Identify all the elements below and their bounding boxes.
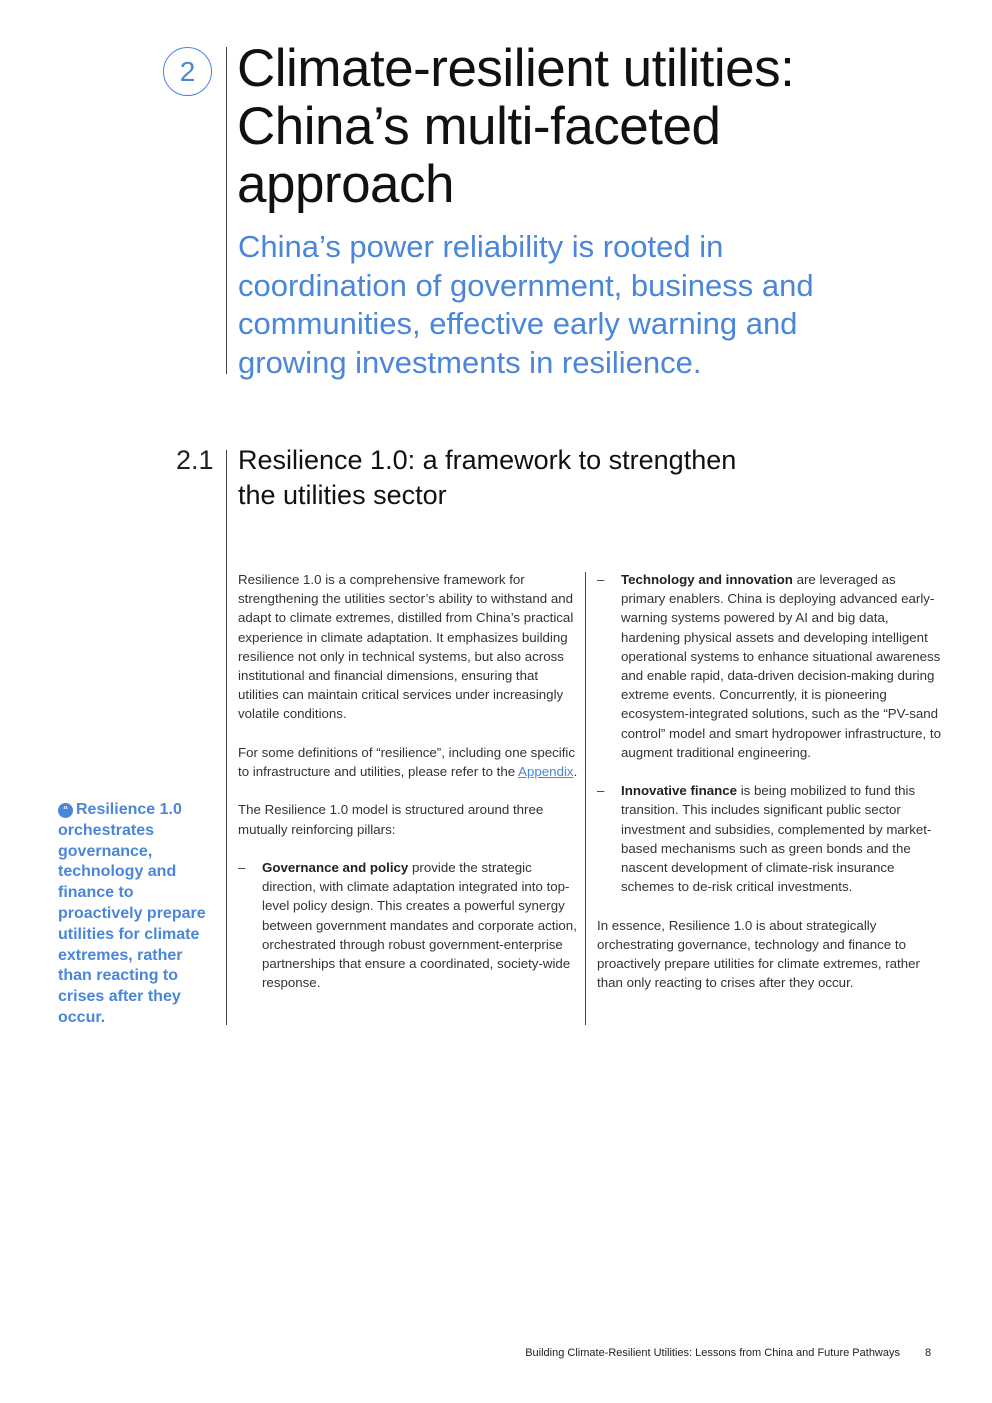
section-title: Resilience 1.0: a framework to strengthen the utilities sector — [238, 445, 737, 510]
pull-quote-text: Resilience 1.0 orchestrates governance, technology and finance to proactively prepare utilities for climate extremes, rather than reacting to crises after they occur. — [58, 801, 206, 1026]
chapter-divider-line — [226, 47, 227, 374]
body-column-left — [238, 570, 578, 1012]
page-number: 8 — [925, 1347, 932, 1359]
conclusion-paragraph: In essence, Resilience 1.0 is about strategically orchestrating governance, technology and finance to proactively prepare utilities for climate extremes, rather than only reacting to crises after they occur. — [597, 917, 920, 991]
definitions-text: For some definitions of “resilience”, including one specific to infrastructure and utilities, please refer to the — [238, 744, 576, 780]
pillar-text: is being mobilized to fund this transition. This includes significant public sector investment and subsidies, complemented by market-based mechanisms such as green bonds and the nascent development of climate-risk insurance schemes to de-risk critical investments. — [621, 783, 932, 895]
definitions-paragraph — [238, 743, 578, 781]
pillar-governance — [238, 858, 578, 992]
definitions-period: . — [573, 764, 578, 780]
pillar-title: Innovative finance — [621, 783, 738, 799]
chapter-subtitle: China’s power reliability is rooted in coordination of government, business and communities, effective early warning and growing investments in resilience. — [238, 229, 814, 380]
section-number: 2.1 — [176, 445, 214, 475]
footer-title-bold: Building Climate-Resilient Utilities: — [525, 1347, 693, 1359]
pillar-text: are leveraged as primary enablers. China is deploying advanced early-warning systems powered by AI and big data, hardening physical assets and developing intelligent operational systems to enhance situational awareness and enable rapid, data-driven decision-making during extreme events. Concurrently, it is pioneering ecosystem-integrated solutions, such as the “PV-sand control” model and smart hydropower infrastructure, to augment traditional engineering. — [621, 572, 942, 760]
pull-quote — [58, 800, 218, 1029]
footer-title — [525, 1347, 900, 1359]
body-column-right — [597, 570, 942, 992]
pillar-finance — [597, 781, 942, 896]
pillars-intro: The Resilience 1.0 model is structured around three mutually reinforcing pillars: — [238, 802, 544, 837]
column-divider-line — [585, 572, 586, 1025]
chapter-number: 2 — [179, 55, 196, 87]
quote-icon: “ — [58, 803, 73, 818]
footer-title-rest: Lessons from China and Future Pathways — [692, 1347, 900, 1359]
chapter-number-badge — [163, 47, 212, 96]
intro-paragraph: Resilience 1.0 is a comprehensive framework for strengthening the utilities sector’s ability to withstand and adapt to climate extremes, distilled from China’s practical experience in climate adaptation. It emphasizes building resilience not only in technical systems, but also across institutional and financial dimensions, ensuring that utilities can maintain critical services under increasingly volatile conditions. — [238, 572, 574, 722]
pillar-text: provide the strategic direction, with climate adaptation integrated into top-level policy design. This creates a powerful synergy between government mandates and corporate action, orchestrated through robust government-enterprise partnerships that ensure a coordinated, society-wide response. — [262, 860, 577, 991]
section-divider-line — [226, 450, 227, 1025]
dash-bullet: – — [597, 783, 605, 799]
pillar-title: Governance and policy — [262, 860, 409, 875]
pillar-technology — [597, 570, 942, 762]
chapter-title: Climate-resilient utilities: China’s multi-faceted approach — [237, 39, 795, 214]
dash-bullet: – — [238, 860, 246, 875]
dash-bullet: – — [597, 572, 605, 587]
pillar-title: Technology and innovation — [621, 572, 793, 587]
appendix-link[interactable]: Appendix — [518, 764, 574, 780]
